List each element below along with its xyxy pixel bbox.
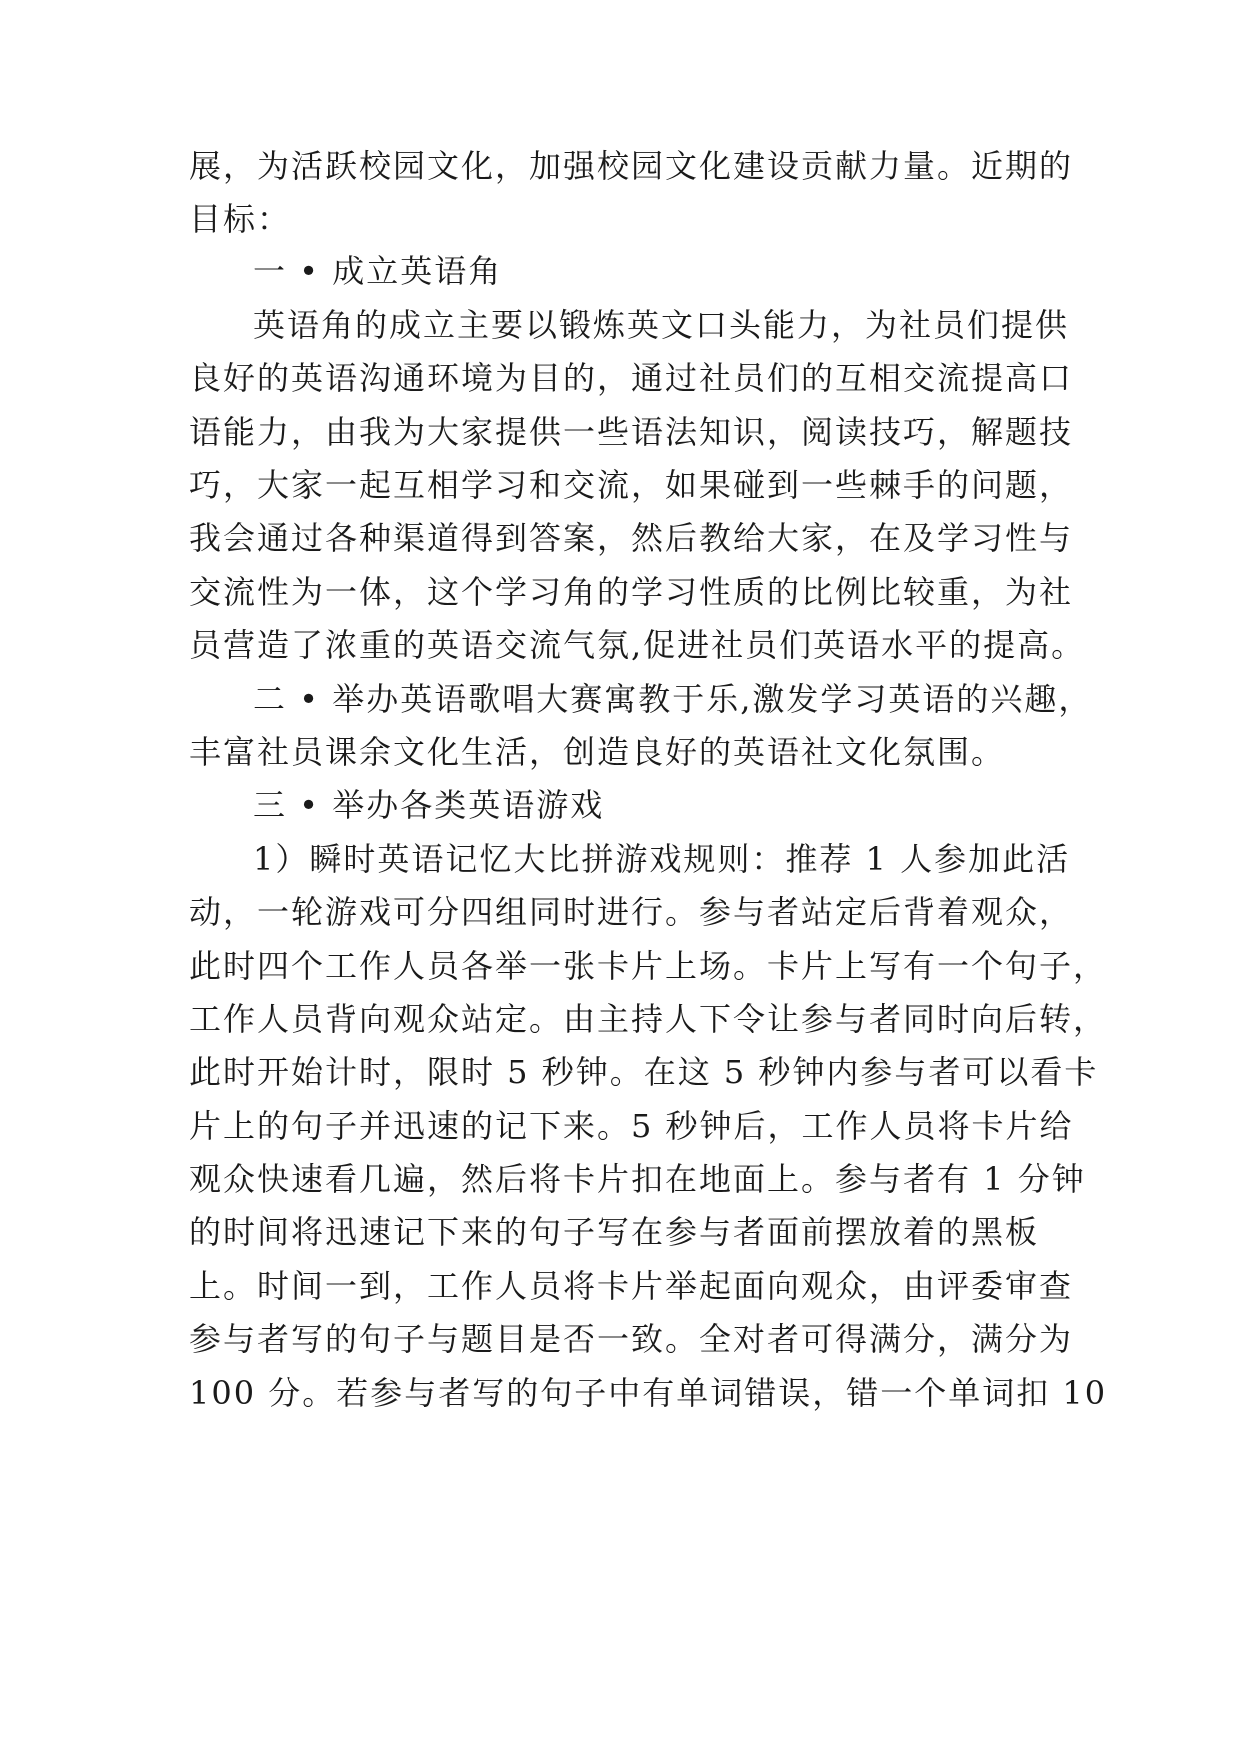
text-line-18: 此时开始计时，限时 5 秒钟。在这 5 秒钟内参与者可以看卡 <box>189 1053 1099 1091</box>
section-heading-1: 一 • 成立英语角 <box>253 252 503 290</box>
text-line-4: 英语角的成立主要以锻炼英文口头能力，为社员们提供 <box>253 306 1070 344</box>
text-line-22: 上。时间一到，工作人员将卡片举起面向观众，由评委审查 <box>189 1267 1074 1305</box>
text-line-6: 语能力，由我为大家提供一些语法知识，阅读技巧，解题技 <box>189 413 1074 451</box>
text-line-21: 的时间将迅速记下来的句子写在参与者面前摆放着的黑板 <box>189 1213 1040 1251</box>
text-line-20: 观众快速看几遍，然后将卡片扣在地面上。参与者有 1 分钟 <box>189 1160 1086 1198</box>
text-line-24: 100 分。若参与者写的句子中有单词错误，错一个单词扣 10 <box>189 1374 1108 1412</box>
text-line-16: 此时四个工作人员各举一张卡片上场。卡片上写有一个句子， <box>189 947 1108 985</box>
section-heading-3: 三 • 举办各类英语游戏 <box>253 786 605 824</box>
text-line-15: 动，一轮游戏可分四组同时进行。参与者站定后背着观众， <box>189 893 1074 931</box>
text-line-1: 展，为活跃校园文化，加强校园文化建设贡献力量。近期的 <box>189 147 1074 185</box>
text-line-12: 丰富社员课余文化生活，创造良好的英语社文化氛围。 <box>189 733 1006 771</box>
text-line-7: 巧，大家一起互相学习和交流，如果碰到一些棘手的问题， <box>189 466 1074 504</box>
text-line-9: 交流性为一体，这个学习角的学习性质的比例比较重，为社 <box>189 573 1074 611</box>
text-line-19: 片上的句子并迅速的记下来。5 秒钟后，工作人员将卡片给 <box>189 1107 1074 1145</box>
text-line-8: 我会通过各种渠道得到答案，然后教给大家，在及学习性与 <box>189 519 1074 557</box>
text-line-5: 良好的英语沟通环境为目的，通过社员们的互相交流提高口 <box>189 359 1074 397</box>
section-heading-2: 二 • 举办英语歌唱大赛寓教于乐,激发学习英语的兴趣， <box>253 680 1093 718</box>
text-line-17: 工作人员背向观众站定。由主持人下令让参与者同时向后转， <box>189 1000 1108 1038</box>
text-line-14: 1）瞬时英语记忆大比拼游戏规则：推荐 1 人参加此活 <box>253 840 1071 878</box>
text-line-2: 目标： <box>189 200 292 238</box>
text-line-23: 参与者写的句子与题目是否一致。全对者可得满分，满分为 <box>189 1320 1074 1358</box>
text-line-10: 员营造了浓重的英语交流气氛,促进社员们英语水平的提高。 <box>189 626 1086 664</box>
